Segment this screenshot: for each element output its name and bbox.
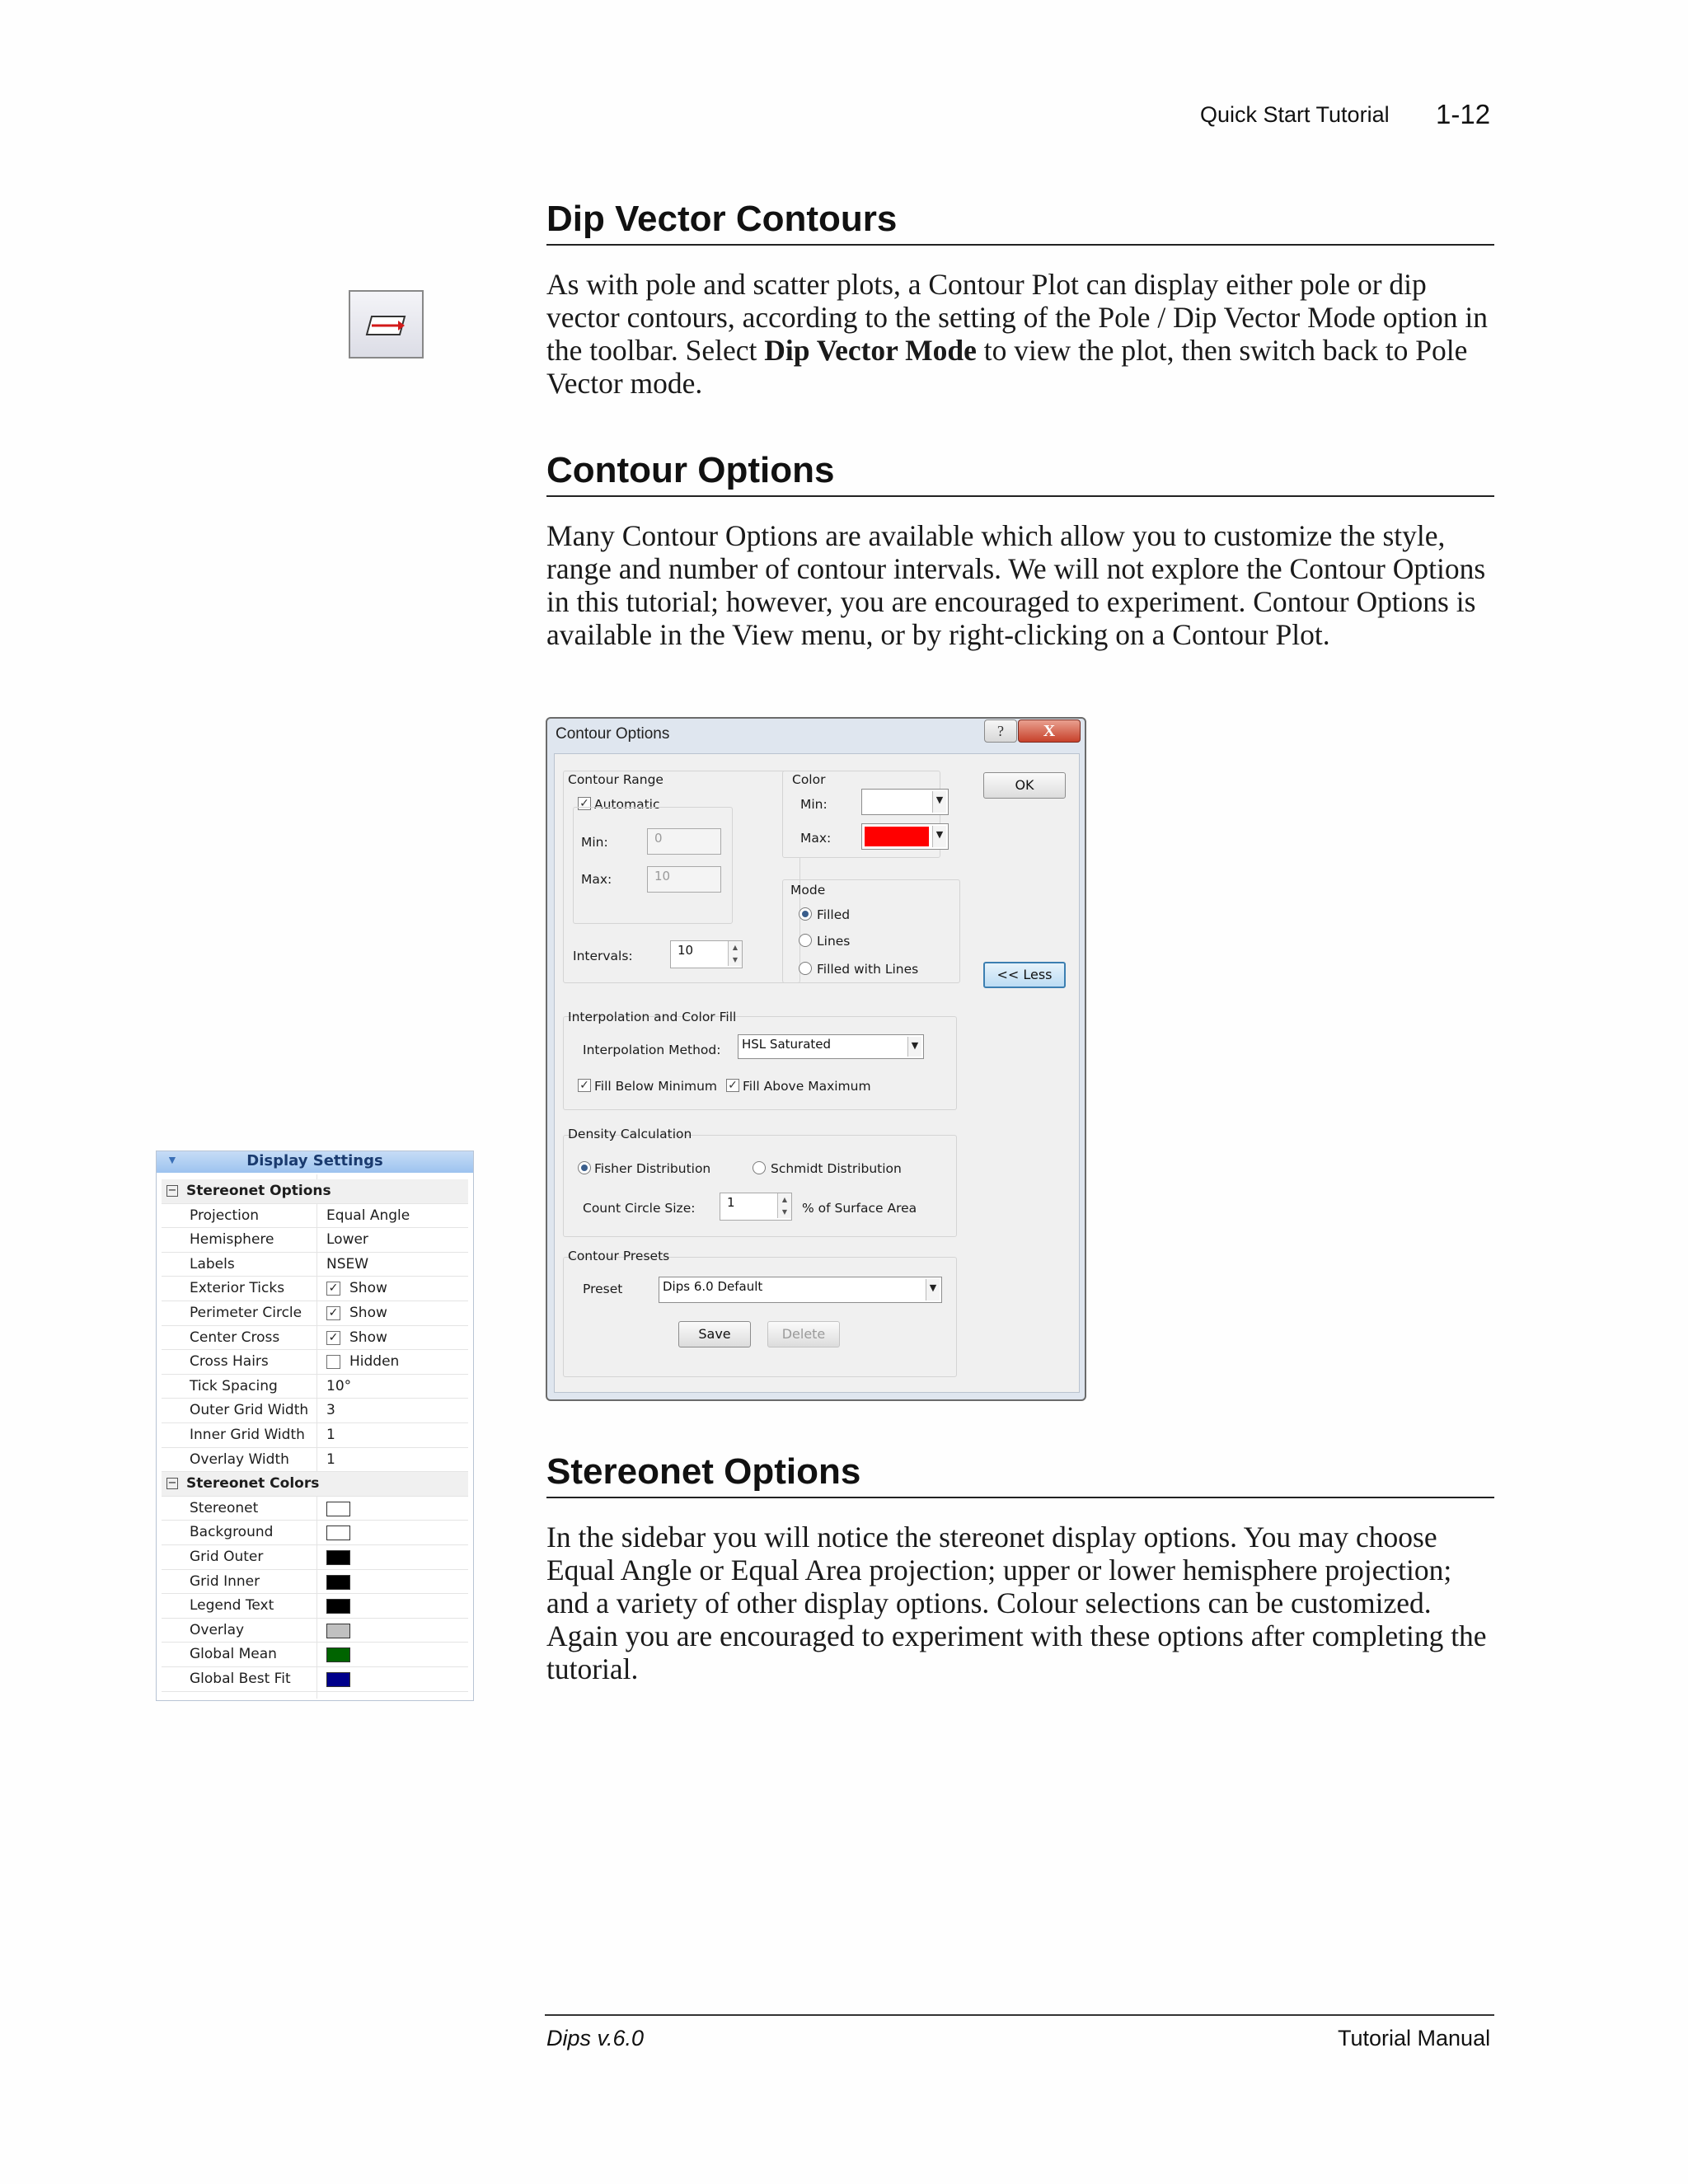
dip-vector-mode-button[interactable] [349, 290, 424, 359]
color-max-label: Max: [800, 831, 832, 846]
ok-button[interactable]: OK [983, 772, 1066, 799]
density-label: Density Calculation [568, 1127, 692, 1141]
presets-label: Contour Presets [568, 1249, 670, 1263]
property-checkbox[interactable]: ✓ [326, 1282, 340, 1296]
property-key: Exterior Ticks [190, 1280, 285, 1297]
fill-above-label: Fill Above Maximum [743, 1079, 871, 1094]
property-key: Outer Grid Width [190, 1402, 309, 1419]
range-min-field[interactable]: 0 [647, 828, 721, 855]
property-key: Hemisphere [190, 1231, 274, 1249]
color-row[interactable] [162, 1667, 468, 1692]
intervals-stepper[interactable] [670, 940, 743, 968]
color-swatch[interactable] [326, 1550, 350, 1565]
property-row[interactable] [162, 1326, 468, 1351]
mode-filled-lines-radio[interactable] [799, 962, 812, 975]
density-group [563, 1135, 957, 1237]
delete-button[interactable]: Delete [767, 1321, 840, 1347]
dip-vector-text-b: to view the plot, then switch back to Pole Vector mode. [546, 334, 1468, 400]
color-min-picker[interactable] [861, 789, 949, 815]
color-key: Grid Inner [190, 1572, 260, 1590]
dip-vector-text-a: As with pole and scatter plots, a Contour Plot can display either pole or dip vector contours, according to the setting of the Pole / Dip Vector Mode option in the toolbar. Select [546, 268, 1489, 367]
property-row[interactable] [162, 1253, 468, 1277]
fill-above-checkbox[interactable]: ✓ [726, 1079, 739, 1092]
property-key: Perimeter Circle [190, 1305, 302, 1321]
schmidt-label: Schmidt Distribution [771, 1161, 902, 1176]
property-checkbox[interactable] [326, 1355, 340, 1369]
footer-rule [545, 2014, 1494, 2016]
color-max-picker[interactable] [861, 823, 949, 850]
range-max-field[interactable]: 10 [647, 866, 721, 893]
property-row[interactable] [162, 1204, 468, 1229]
section-heading-dip-vector-contours: Dip Vector Contours [546, 198, 1494, 246]
property-value: Show [349, 1329, 387, 1346]
chevron-down-icon[interactable]: ▼ [932, 826, 946, 847]
category-stereonet-colors[interactable] [162, 1472, 468, 1497]
collapse-icon[interactable]: − [167, 1184, 177, 1197]
mode-filled-radio[interactable] [799, 907, 812, 921]
display-settings-panel [156, 1151, 474, 1701]
color-swatch[interactable] [326, 1647, 350, 1662]
chevron-down-icon[interactable]: ▼ [926, 1279, 940, 1301]
spin-arrows-icon[interactable]: ▲ ▼ [777, 1193, 791, 1218]
property-value: Show [349, 1280, 387, 1297]
color-row[interactable] [162, 1545, 468, 1570]
property-value: Show [349, 1305, 387, 1321]
footer-product: Dips v.6.0 [546, 2026, 645, 2050]
color-key: Legend Text [190, 1597, 274, 1615]
color-row[interactable] [162, 1521, 468, 1545]
color-row[interactable] [162, 1570, 468, 1595]
color-label: Color [792, 772, 826, 787]
property-value[interactable]: 1 [326, 1451, 335, 1468]
help-button[interactable]: ? [984, 719, 1017, 743]
property-row[interactable] [162, 1399, 468, 1423]
property-value[interactable]: 1 [326, 1427, 335, 1443]
schmidt-radio[interactable] [753, 1161, 766, 1174]
chevron-down-icon[interactable]: ▼ [932, 791, 946, 813]
property-checkbox[interactable]: ✓ [326, 1331, 340, 1345]
less-button[interactable]: << Less [983, 962, 1066, 988]
color-key: Overlay [190, 1621, 245, 1638]
property-value[interactable]: NSEW [326, 1255, 369, 1272]
presets-group [563, 1257, 957, 1377]
interpolation-label: Interpolation and Color Fill [568, 1010, 737, 1024]
property-key: Projection [190, 1207, 260, 1224]
intervals-value: 10 [678, 943, 694, 958]
interpolation-method-value: HSL Saturated [742, 1037, 832, 1052]
color-swatch[interactable] [326, 1624, 350, 1638]
collapse-icon[interactable]: − [167, 1477, 177, 1490]
property-row[interactable] [162, 1350, 468, 1375]
color-swatch[interactable] [326, 1672, 350, 1687]
color-key: Global Mean [190, 1646, 277, 1663]
color-row[interactable] [162, 1497, 468, 1521]
property-key: Labels [190, 1255, 235, 1272]
property-key: Center Cross [190, 1329, 280, 1346]
color-swatch[interactable] [326, 1575, 350, 1590]
property-row[interactable] [162, 1301, 468, 1326]
count-circle-stepper[interactable] [720, 1193, 792, 1221]
property-value[interactable]: 10° [326, 1377, 352, 1394]
automatic-checkbox[interactable]: ✓ [578, 797, 591, 810]
color-key: Global Best Fit [190, 1671, 291, 1687]
contour-range-label: Contour Range [568, 772, 663, 787]
display-settings-title: Display Settings [246, 1152, 383, 1169]
running-header-section: Quick Start Tutorial [1200, 102, 1390, 127]
preset-value: Dips 6.0 Default [663, 1279, 763, 1294]
property-row[interactable] [162, 1448, 468, 1473]
interpolation-method-select[interactable] [738, 1034, 924, 1059]
property-value[interactable]: 3 [326, 1402, 335, 1419]
automatic-label: Automatic [594, 797, 660, 812]
save-button[interactable]: Save [678, 1321, 751, 1347]
page-number: 1-12 [1436, 99, 1491, 129]
display-settings-header[interactable] [157, 1151, 473, 1173]
mode-lines-label: Lines [817, 934, 851, 949]
stereonet-options-paragraph: In the sidebar you will notice the stereonet display options. You may choose Equal Angle or Equal Area projection; upper or lower hemisphere projection; and a variety of other display options. Colour selections can be customized. Again you are encouraged to experiment with these options after completing the tutorial. [546, 1521, 1487, 1685]
property-value: Hidden [349, 1353, 400, 1371]
color-max-swatch [865, 827, 929, 846]
color-row[interactable] [162, 1619, 468, 1643]
property-value[interactable]: Lower [326, 1231, 368, 1249]
fill-below-label: Fill Below Minimum [594, 1079, 718, 1094]
mode-filled-label: Filled [817, 907, 851, 922]
property-key: Inner Grid Width [190, 1427, 305, 1443]
dip-vector-icon [350, 292, 422, 357]
close-button[interactable]: X [1018, 719, 1081, 743]
contour-options-paragraph: Many Contour Options are available which allow you to customize the style, range and number of contour intervals. We will not explore the Contour Options in this tutorial; however, you are encouraged to experiment. Contour Options is available in the View menu, or by right-clicking on a Contour Plot. [546, 519, 1486, 651]
section-heading-stereonet-options: Stereonet Options [546, 1451, 1494, 1498]
mode-filled-lines-label: Filled with Lines [817, 962, 919, 977]
collapse-arrow-icon[interactable]: ▼ [166, 1155, 178, 1167]
count-circle-label: Count Circle Size: [583, 1201, 696, 1216]
dialog-body [554, 753, 1080, 1393]
color-key: Background [190, 1524, 274, 1541]
chevron-down-icon[interactable]: ▼ [907, 1037, 921, 1057]
color-min-swatch [865, 792, 929, 812]
property-row[interactable] [162, 1277, 468, 1301]
property-checkbox[interactable]: ✓ [326, 1306, 340, 1320]
fisher-radio[interactable] [578, 1161, 591, 1174]
preset-label: Preset [583, 1282, 623, 1296]
color-row[interactable] [162, 1643, 468, 1667]
range-min-label: Min: [581, 835, 608, 850]
category-label: Stereonet Options [186, 1183, 331, 1199]
color-key: Grid Outer [190, 1549, 264, 1565]
mode-label: Mode [790, 883, 826, 898]
dip-vector-mode-term: Dip Vector Mode [764, 334, 977, 367]
dialog-title: Contour Options [556, 725, 670, 743]
footer-manual: Tutorial Manual [1338, 2026, 1491, 2050]
property-key: Tick Spacing [190, 1377, 278, 1394]
mode-lines-radio[interactable] [799, 934, 812, 947]
interpolation-group [563, 1016, 957, 1110]
property-row[interactable] [162, 1423, 468, 1448]
intervals-label: Intervals: [573, 949, 633, 963]
spin-arrows-icon[interactable]: ▲ ▼ [728, 941, 742, 966]
dip-vector-paragraph [546, 268, 1494, 400]
property-row[interactable] [162, 1375, 468, 1399]
color-swatch[interactable] [326, 1502, 350, 1516]
contour-options-dialog [546, 717, 1086, 1401]
range-max-label: Max: [581, 872, 612, 887]
color-swatch[interactable] [326, 1526, 350, 1540]
preset-select[interactable] [659, 1277, 942, 1303]
color-row[interactable] [162, 1594, 468, 1619]
interpolation-method-label: Interpolation Method: [583, 1043, 721, 1057]
category-label: Stereonet Colors [186, 1475, 320, 1493]
fisher-label: Fisher Distribution [594, 1161, 711, 1176]
range-subgroup [573, 807, 733, 924]
color-key: Stereonet [190, 1499, 259, 1516]
property-row[interactable] [162, 1228, 468, 1253]
fill-below-checkbox[interactable]: ✓ [578, 1079, 591, 1092]
color-min-label: Min: [800, 797, 828, 812]
category-stereonet-options[interactable] [162, 1179, 468, 1204]
color-swatch[interactable] [326, 1599, 350, 1614]
count-circle-value: 1 [727, 1195, 735, 1210]
property-key: Cross Hairs [190, 1353, 269, 1371]
property-key: Overlay Width [190, 1451, 289, 1468]
count-circle-unit: % of Surface Area [802, 1201, 917, 1216]
section-heading-contour-options: Contour Options [546, 449, 1494, 497]
property-value[interactable]: Equal Angle [326, 1207, 410, 1224]
